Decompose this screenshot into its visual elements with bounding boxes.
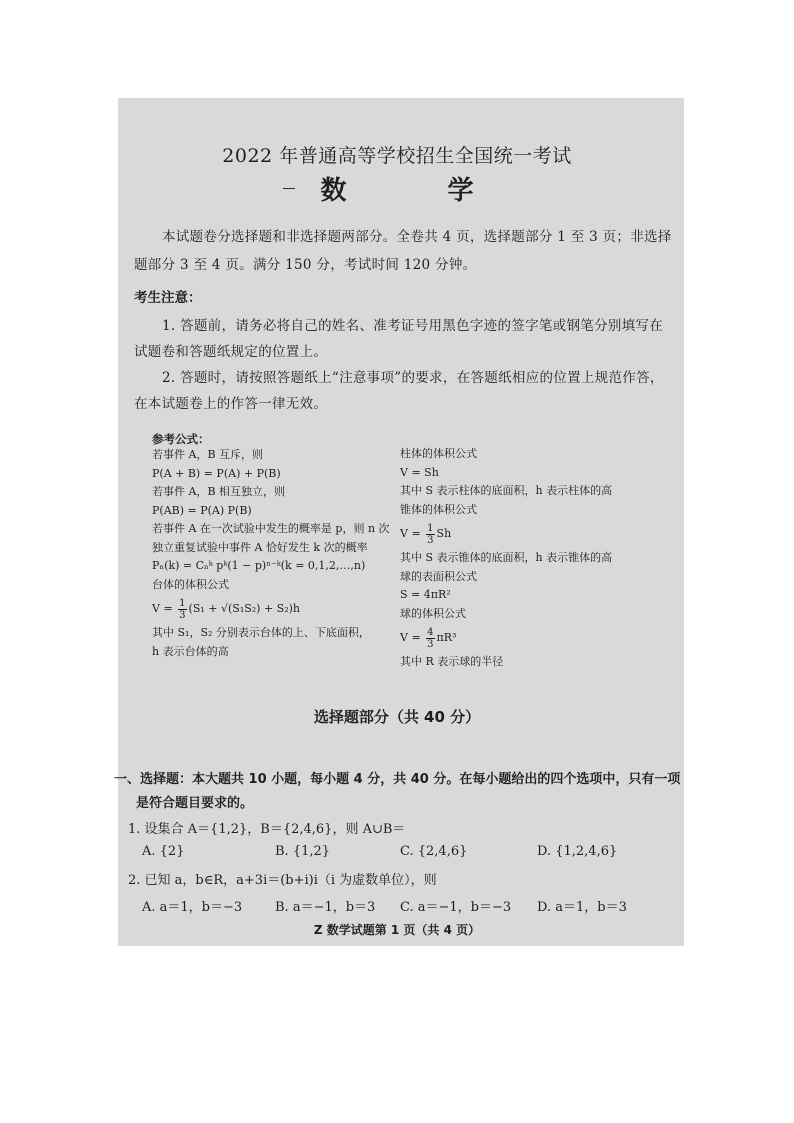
- question-2-option-b: B. a＝−1，b＝3: [275, 900, 376, 915]
- page-footer: Z 数学试题第 1 页（共 4 页）: [313, 923, 481, 937]
- question-1-option-c: C. {2,4,6}: [400, 844, 468, 859]
- cone-volume-formula: V = $\frac{1}{3}$ Sh: [400, 522, 452, 546]
- formula-line: h 表示台体的高: [152, 644, 229, 658]
- formula-line: 球的体积公式: [400, 606, 466, 620]
- formula-line: 其中 S 表示柱体的底面积，h 表示柱体的高: [400, 484, 613, 497]
- formula-line: 柱体的体积公式: [400, 447, 477, 460]
- formula-line: 独立重复试验中事件 A 恰好发生 k 次的概率: [152, 540, 368, 554]
- section-title: 选择题部分（共 40 分）: [313, 708, 481, 726]
- notice-item: 1. 答题前，请务必将自己的姓名、准考证号用黑色字迹的签字笔或钢笔分别填写在试题卷和答题纸规定的位置上。: [134, 318, 664, 360]
- question-1-option-b: B. {1,2}: [275, 844, 331, 859]
- formula-line: 若事件 A，B 相互独立，则: [152, 485, 286, 498]
- exam-title: 2022 年普通高等学校招生全国统一考试: [222, 145, 572, 167]
- question-2-option-d: D. a＝1，b＝3: [537, 900, 627, 915]
- notice-item: 2. 答题时，请按照答题纸上“注意事项”的要求，在答题纸相应的位置上规范作答，在本试题卷上的作答一律无效。: [134, 370, 664, 412]
- reference-heading: 参考公式：: [152, 432, 210, 446]
- scan-mark: [283, 188, 295, 189]
- formula-line: 其中 S₁，S₂ 分别表示台体的上、下底面积，: [152, 626, 370, 639]
- part-instructions-cont: 是符合题目要求的。: [136, 796, 254, 811]
- formula-line: 其中 S 表示锥体的底面积，h 表示锥体的高: [400, 551, 613, 564]
- question-2-option-a: A. a＝1，b＝−3: [142, 900, 243, 915]
- notice-heading: 考生注意：: [134, 290, 202, 306]
- formula-line: Pₙ(k) = Cₙᵏ pᵏ(1 − p)ⁿ⁻ᵏ(k = 0,1,2,…,n): [152, 559, 366, 572]
- formula-line: 锥体的体积公式: [400, 502, 477, 516]
- question-2-stem: 2. 已知 a，b∈R，a+3i＝(b+i)i（i 为虚数单位），则: [128, 873, 437, 888]
- fraction: $\frac{4}{3}$: [427, 626, 434, 650]
- formula-line: P(A + B) = P(A) + P(B): [152, 466, 281, 480]
- sphere-volume-formula: V = $\frac{4}{3}$ πR³: [400, 626, 457, 650]
- fraction: $\frac{1}{3}$: [179, 597, 186, 621]
- reference-right-column: [400, 445, 612, 672]
- question-2-option-c: C. a＝−1，b＝−3: [400, 900, 512, 915]
- formula-line: S = 4πR²: [400, 588, 451, 601]
- intro-paragraph: 本试题卷分选择题和非选择题两部分。全卷共 4 页，选择题部分 1 至 3 页；非选择题部分 3 至 4 页。满分 150 分，考试时间 120 分钟。: [134, 229, 672, 273]
- formula-line: V = Sh: [400, 465, 439, 479]
- formula-line: 若事件 A 在一次试验中发生的概率是 p，则 n 次: [152, 522, 390, 535]
- formula-line: 其中 R 表示球的半径: [400, 655, 504, 668]
- formula-line: 若事件 A，B 互斥，则: [152, 448, 264, 461]
- question-1-option-d: D. {1,2,4,6}: [537, 844, 618, 859]
- formula-line: 球的表面积公式: [400, 569, 477, 583]
- question-1-option-a: A. {2}: [142, 844, 185, 859]
- fraction: $\frac{1}{3}$: [427, 522, 434, 546]
- formula-line: 台体的体积公式: [152, 577, 229, 591]
- part-instructions: 一、选择题：本大题共 10 小题，每小题 4 分，共 40 分。在每小题给出的四个选项中，只有一项: [114, 772, 681, 787]
- reference-left-column: [152, 446, 390, 661]
- frustum-volume-formula: V = $\frac{1}{3}$ (S₁ + √(S₁S₂) + S₂)h: [152, 597, 300, 621]
- question-1-stem: 1. 设集合 A＝{1,2}，B＝{2,4,6}，则 A∪B＝: [128, 822, 406, 837]
- subject-title: 数 学: [320, 176, 520, 206]
- formula-line: P(AB) = P(A) P(B): [152, 503, 252, 517]
